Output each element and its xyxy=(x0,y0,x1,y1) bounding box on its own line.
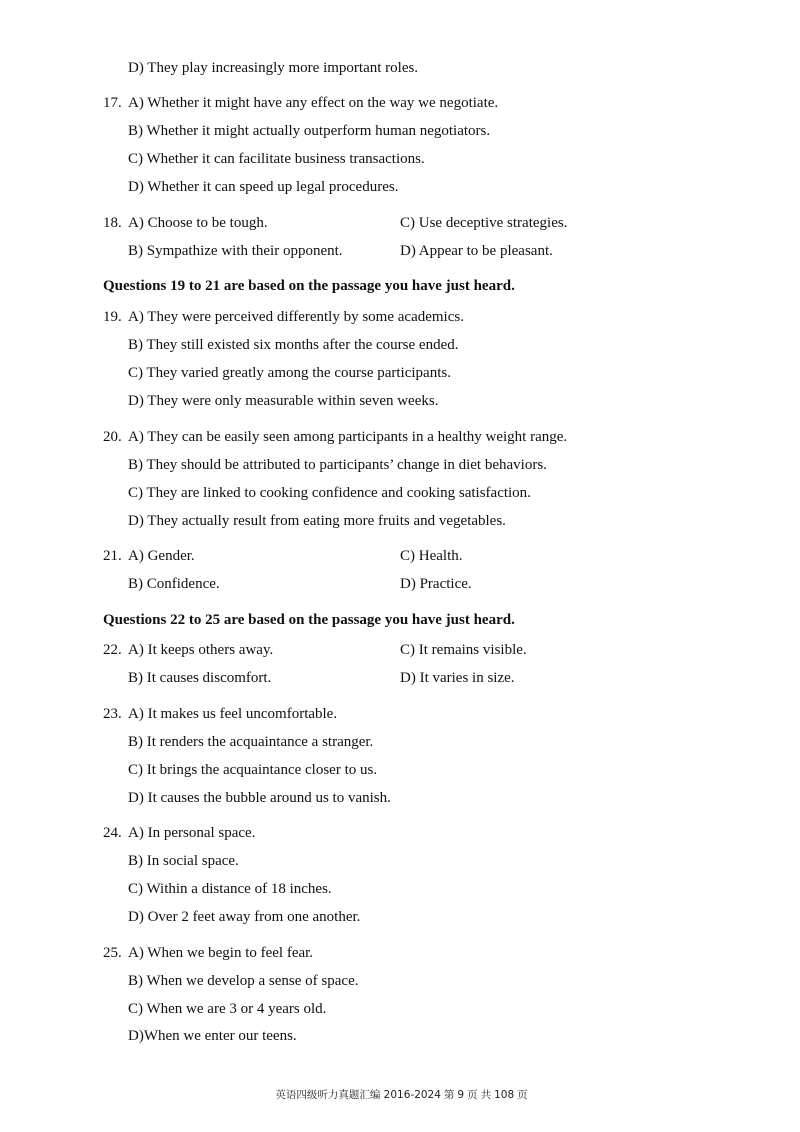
footer-title: 英语四级听力真题汇编 2016-2024 xyxy=(275,1089,441,1101)
q23-option-c: C) It brings the acquaintance closer to us. xyxy=(128,762,378,778)
q22-number: 22. xyxy=(103,642,122,658)
section-heading-22-25: Questions 22 to 25 are based on the passage you have just heard. xyxy=(103,612,515,628)
q25-option-d: D)When we enter our teens. xyxy=(128,1028,297,1044)
footer-gong: 共 xyxy=(480,1089,492,1101)
q19-option-b: B) They still existed six months after the course ended. xyxy=(128,337,459,353)
q25-number: 25. xyxy=(103,945,122,961)
section-heading-19-21: Questions 19 to 21 are based on the passage you have just heard. xyxy=(103,278,515,294)
footer-di: 第 xyxy=(443,1089,455,1101)
q25-option-c: C) When we are 3 or 4 years old. xyxy=(128,1001,327,1017)
q20-option-d: D) They actually result from eating more fruits and vegetables. xyxy=(128,513,506,529)
footer-total-pages: 108 xyxy=(494,1089,515,1101)
q22-option-a: A) It keeps others away. xyxy=(128,642,274,658)
q19-option-a: A) They were perceived differently by some academics. xyxy=(128,309,464,325)
q19-option-d: D) They were only measurable within seven weeks. xyxy=(128,393,439,409)
footer-ye: 页 xyxy=(467,1089,478,1101)
q25-option-a: A) When we begin to feel fear. xyxy=(128,945,314,961)
q23-option-d: D) It causes the bubble around us to vanish. xyxy=(128,790,391,806)
q16-option-d: D) They play increasingly more important roles. xyxy=(128,60,419,76)
q22-option-b: B) It causes discomfort. xyxy=(128,670,272,686)
q18-option-b: B) Sympathize with their opponent. xyxy=(128,243,343,259)
q20-option-a: A) They can be easily seen among participants in a healthy weight range. xyxy=(128,429,568,445)
q20-option-c: C) They are linked to cooking confidence and cooking satisfaction. xyxy=(128,485,531,501)
q19-number: 19. xyxy=(103,309,122,325)
q17-number: 17. xyxy=(103,95,122,111)
q21-option-b: B) Confidence. xyxy=(128,576,220,592)
q21-option-d: D) Practice. xyxy=(400,576,472,592)
q18-option-a: A) Choose to be tough. xyxy=(128,215,268,231)
q17-option-b: B) Whether it might actually outperform human negotiators. xyxy=(128,123,491,139)
q24-option-d: D) Over 2 feet away from one another. xyxy=(128,909,361,925)
footer-page-number: 9 xyxy=(457,1089,465,1101)
q24-number: 24. xyxy=(103,825,122,841)
q23-option-b: B) It renders the acquaintance a stranger. xyxy=(128,734,374,750)
q17-option-c: C) Whether it can facilitate business transactions. xyxy=(128,151,425,167)
q23-number: 23. xyxy=(103,706,122,722)
q20-number: 20. xyxy=(103,429,122,445)
q24-option-a: A) In personal space. xyxy=(128,825,256,841)
page-footer xyxy=(0,1088,800,1102)
q21-option-c: C) Health. xyxy=(400,548,463,564)
q18-number: 18. xyxy=(103,215,122,231)
q18-option-c: C) Use deceptive strategies. xyxy=(400,215,568,231)
footer-ye2: 页 xyxy=(517,1089,528,1101)
q17-option-a: A) Whether it might have any effect on the way we negotiate. xyxy=(128,95,499,111)
q23-option-a: A) It makes us feel uncomfortable. xyxy=(128,706,338,722)
q18-option-d: D) Appear to be pleasant. xyxy=(400,243,553,259)
q25-option-b: B) When we develop a sense of space. xyxy=(128,973,359,989)
q20-option-b: B) They should be attributed to participants’ change in diet behaviors. xyxy=(128,457,547,473)
q19-option-c: C) They varied greatly among the course participants. xyxy=(128,365,451,381)
q21-number: 21. xyxy=(103,548,122,564)
q17-option-d: D) Whether it can speed up legal procedures. xyxy=(128,179,399,195)
q21-option-a: A) Gender. xyxy=(128,548,195,564)
q24-option-c: C) Within a distance of 18 inches. xyxy=(128,881,332,897)
q22-option-d: D) It varies in size. xyxy=(400,670,515,686)
q24-option-b: B) In social space. xyxy=(128,853,239,869)
q22-option-c: C) It remains visible. xyxy=(400,642,527,658)
